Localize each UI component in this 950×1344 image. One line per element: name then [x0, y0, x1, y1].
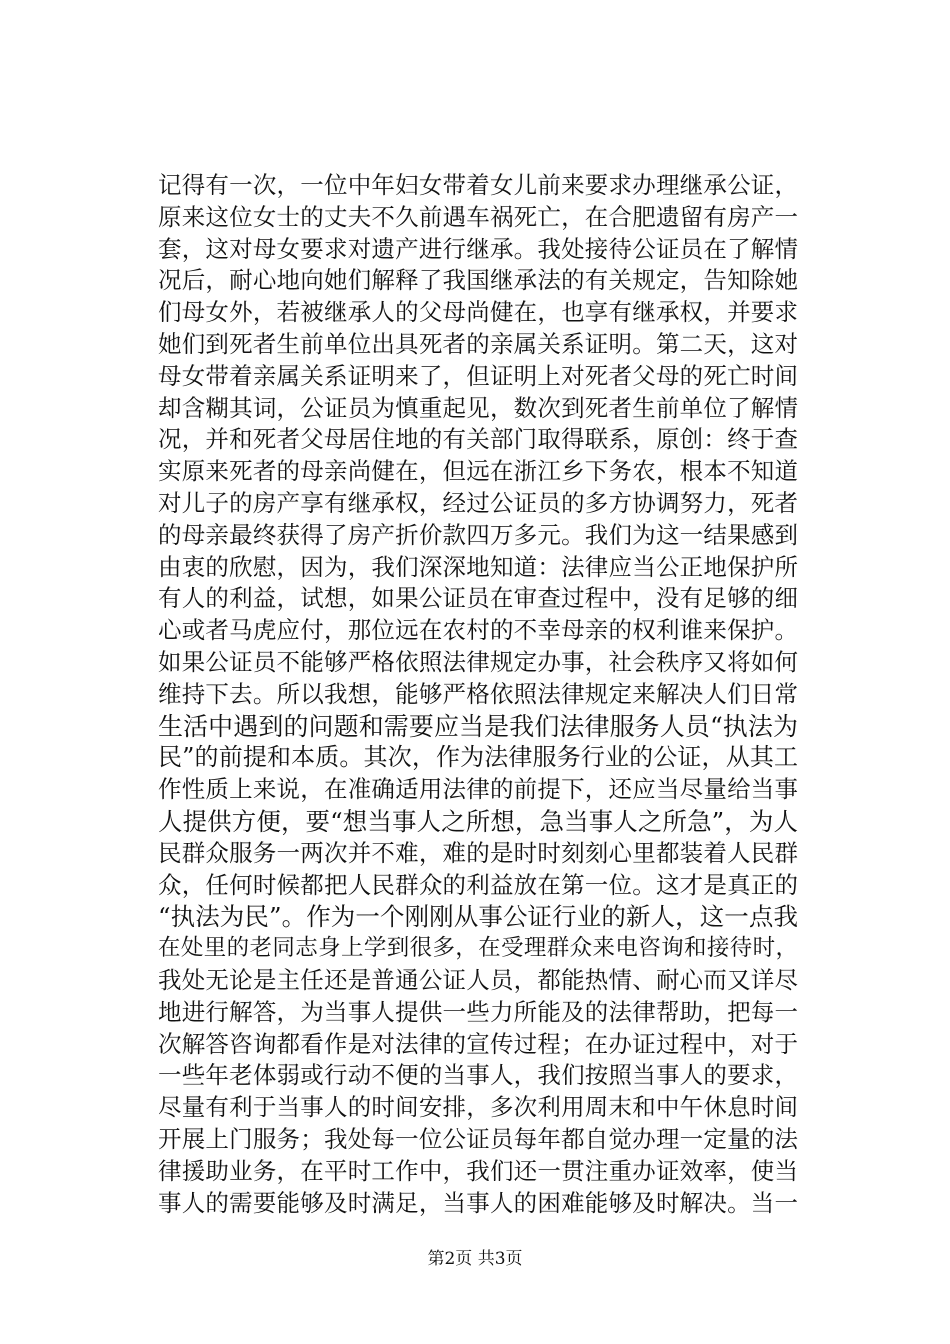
text-line: 人提供方便，要“想当事人之所想，急当事人之所急”，为人	[158, 806, 798, 836]
text-line: 她们到死者生前单位出具死者的亲属关系证明。第二天，这对	[158, 329, 798, 358]
text-line: 有人的利益，试想，如果公证员在审查过程中，没有足够的细	[158, 584, 798, 613]
text-line: 却含糊其词，公证员为慎重起见，数次到死者生前单位了解情	[158, 393, 798, 422]
text-line: 实原来死者的母亲尚健在，但远在浙江乡下务农，根本不知道	[158, 457, 798, 486]
page-footer: 第2页 共3页	[427, 1249, 523, 1269]
text-line: 次解答咨询都看作是对法律的宣传过程；在办证过程中，对于	[158, 1029, 798, 1058]
text-line: 如果公证员不能够严格依照法律规定办事，社会秩序又将如何	[158, 647, 798, 676]
text-line: 心或者马虎应付，那位远在农村的不幸母亲的权利谁来保护。	[158, 616, 798, 645]
text-line: 在处里的老同志身上学到很多，在受理群众来电咨询和接待时，	[158, 935, 798, 962]
text-line: 律援助业务，在平时工作中，我们还一贯注重办证效率，使当	[158, 1156, 798, 1185]
text-line: 民群众服务一两次并不难，难的是时时刻刻心里都装着人民群	[158, 838, 798, 867]
text-line: 一些年老体弱或行动不便的当事人，我们按照当事人的要求，	[158, 1061, 798, 1090]
text-line: 我处无论是主任还是普通公证人员，都能热情、耐心而又详尽	[158, 965, 798, 994]
body-text	[158, 170, 798, 1219]
text-line: 们母女外，若被继承人的父母尚健在，也享有继承权，并要求	[158, 298, 798, 327]
text-line: 民”的前提和本质。其次，作为法律服务行业的公证，从其工	[158, 743, 798, 772]
text-line: 作性质上来说，在准确适用法律的前提下，还应当尽量给当事	[158, 775, 798, 804]
text-line: 况，并和死者父母居住地的有关部门取得联系，原创：终于查	[158, 425, 798, 454]
text-line: 由衷的欣慰，因为，我们深深地知道：法律应当公正地保护所	[158, 552, 798, 581]
text-line: 记得有一次，一位中年妇女带着女儿前来要求办理继承公证，	[158, 171, 798, 199]
text-line: 对儿子的房产享有继承权，经过公证员的多方协调努力，死者	[158, 488, 798, 517]
text-line: 众，任何时候都把人民群众的利益放在第一位。这才是真正的	[158, 870, 798, 899]
text-line: 事人的需要能够及时满足，当事人的困难能够及时解决。当一	[158, 1188, 798, 1217]
text-line: 地进行解答，为当事人提供一些力所能及的法律帮助，把每一	[158, 997, 798, 1026]
text-line: 维持下去。所以我想，能够严格依照法律规定来解决人们日常	[158, 679, 798, 708]
text-line: “执法为民”。作为一个刚刚从事公证行业的新人，这一点我	[158, 902, 798, 932]
text-line: 套，这对母女要求对遗产进行继承。我处接待公证员在了解情	[158, 234, 798, 263]
text-line: 生活中遇到的问题和需要应当是我们法律服务人员“执法为	[158, 711, 798, 741]
text-line: 的母亲最终获得了房产折价款四万多元。我们为这一结果感到	[158, 520, 798, 549]
text-line: 开展上门服务；我处每一位公证员每年都自觉办理一定量的法	[158, 1124, 798, 1153]
text-line: 况后，耐心地向她们解释了我国继承法的有关规定，告知除她	[158, 266, 798, 295]
text-line: 尽量有利于当事人的时间安排，多次利用周末和中午休息时间	[158, 1093, 798, 1122]
text-line: 原来这位女士的丈夫不久前遇车祸死亡，在合肥遗留有房产一	[158, 202, 798, 231]
text-line: 母女带着亲属关系证明来了，但证明上对死者父母的死亡时间	[158, 361, 798, 390]
